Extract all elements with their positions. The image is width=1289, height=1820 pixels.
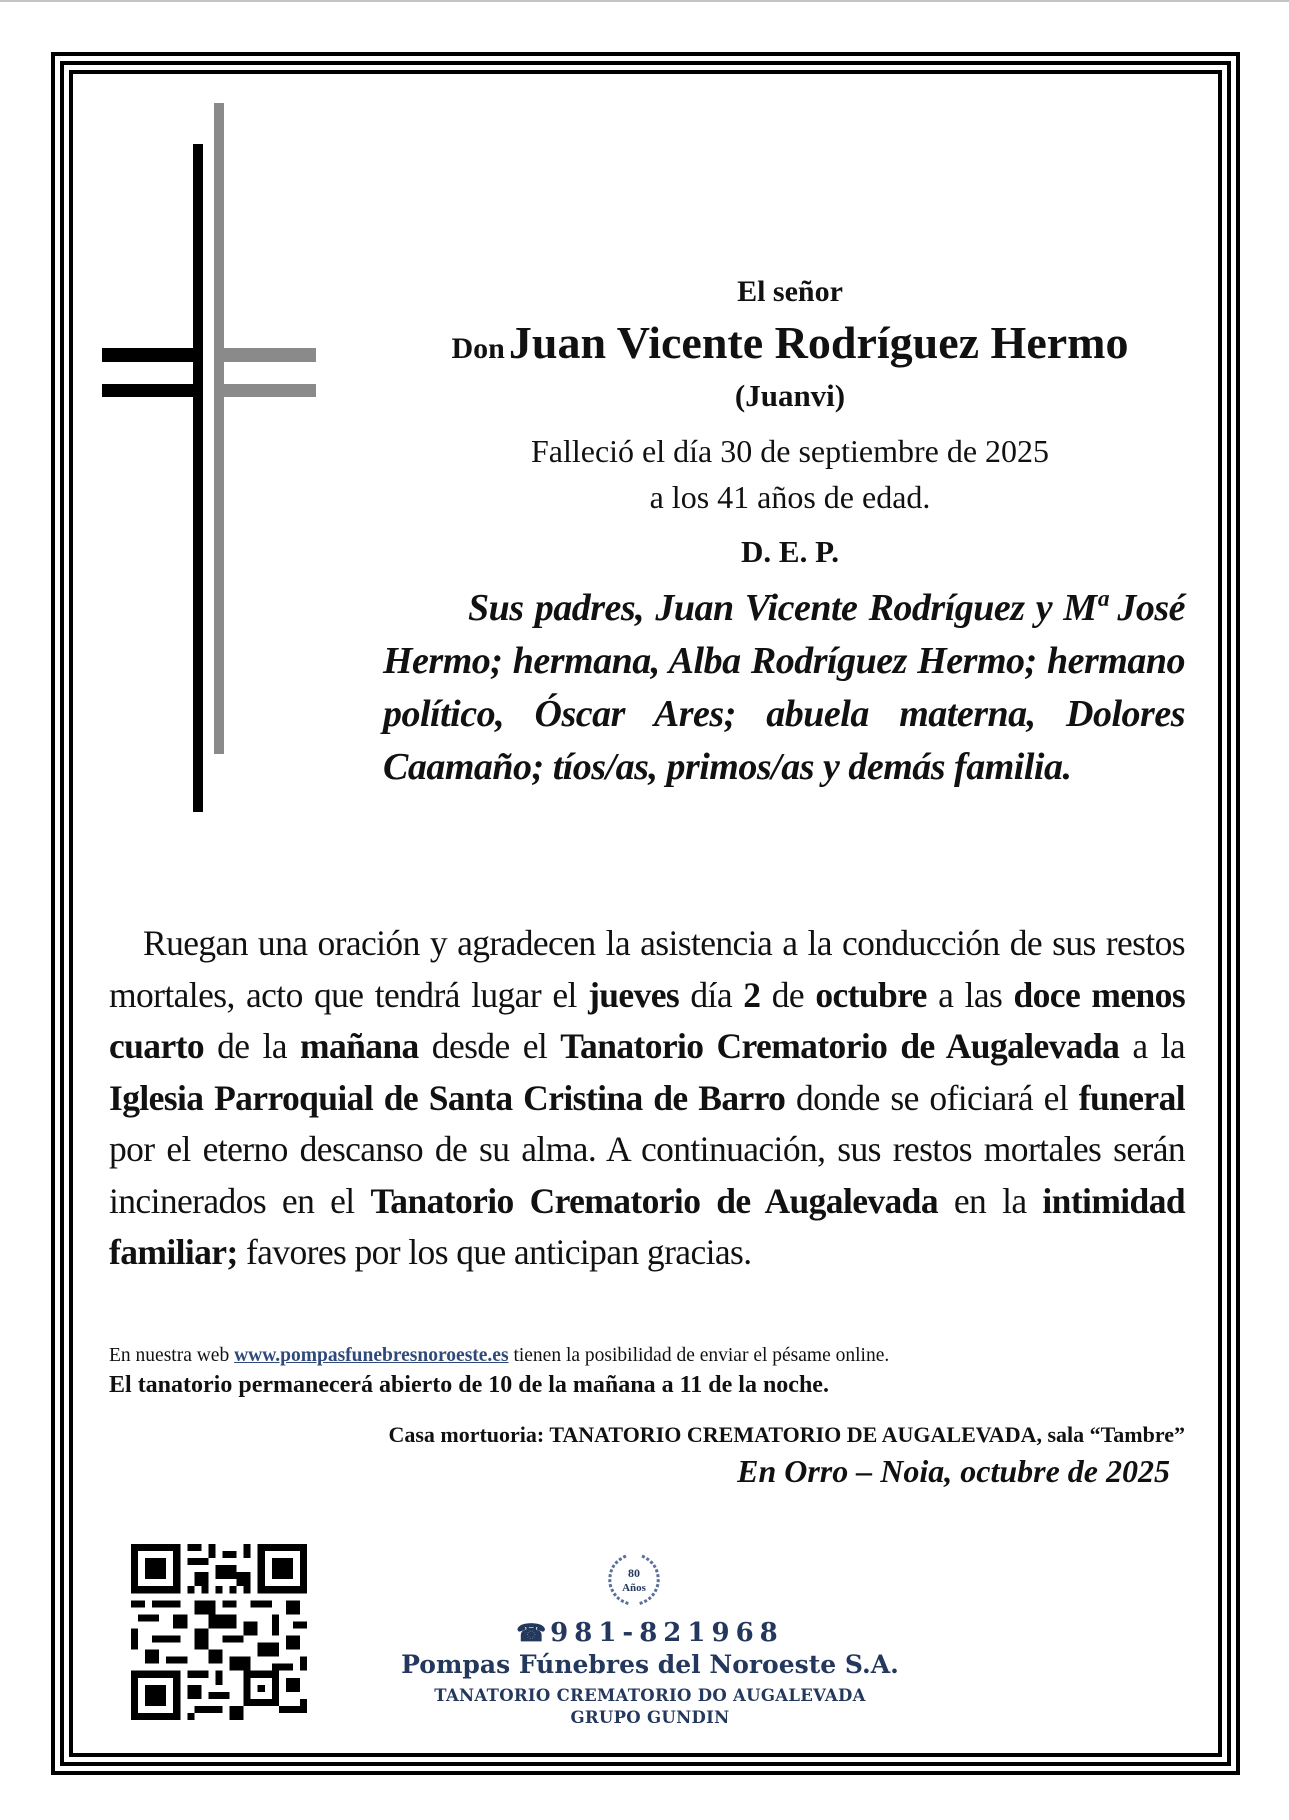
laurel-wreath-icon: [602, 1550, 666, 1610]
death-date: Falleció el día 30 de septiembre de 2025: [530, 433, 1050, 469]
text: tienen la posibilidad de enviar el pésame online.: [513, 1345, 890, 1366]
bold-date: 2: [743, 974, 761, 1015]
text: de la: [217, 1026, 287, 1066]
cross-black-arm-bottom: [102, 384, 203, 397]
bold-origin: Tanatorio Crematorio de Augalevada: [560, 1026, 1120, 1066]
deceased-name: [370, 312, 1210, 385]
bold-month: octubre: [815, 974, 927, 1015]
cross-black-vertical: [193, 144, 203, 812]
cross-gray-arm-bottom: [214, 384, 316, 397]
age: a los 41 años de edad.: [649, 479, 931, 515]
family-list: Sus padres, Juan Vicente Rodríguez y Mª José Hermo; hermana, Alba Rodríguez Hermo; hermano político, Óscar Ares; abuela materna, Dolores Caamaño; tíos/as, primos/as y demás familia.: [383, 587, 1185, 788]
phone-text: 981-821968: [550, 1618, 784, 1648]
text: El: [109, 1372, 132, 1398]
logo-number: 80: [628, 1566, 640, 1580]
text: día: [690, 974, 732, 1015]
text: de: [771, 974, 805, 1015]
phone-icon: ☎: [516, 1618, 547, 1647]
text: donde se oficiará el: [795, 1077, 1069, 1118]
bold-intimacy: intimidad familiar;: [109, 1180, 1185, 1272]
nickname: (Juanvi): [734, 378, 846, 413]
website-link[interactable]: www.pompasfunebresnoroeste.es: [234, 1345, 509, 1366]
text: En nuestra web: [109, 1345, 230, 1366]
company-group: GRUPO GUNDIN: [570, 1708, 730, 1727]
bold-day: jueves: [588, 974, 680, 1015]
top-divider: [0, 0, 1289, 2]
text: en la: [953, 1180, 1027, 1221]
cross-black-arm-top: [102, 348, 203, 362]
full-name: Juan Vicente Rodríguez Hermo: [508, 317, 1129, 368]
company-name: Pompas Fúnebres del Noroeste S.A.: [401, 1650, 899, 1679]
intro-text: El señor: [737, 275, 843, 308]
company-tanatorio: TANATORIO CREMATORIO DO AUGALEVADA: [434, 1686, 866, 1705]
phone-number[interactable]: [440, 1618, 860, 1648]
place-date: En Orro – Noia, octubre de 2025: [737, 1453, 1170, 1489]
text: por el eterno descanso de su alma. A continuación, sus restos mortales serán incinerados en el: [109, 1129, 1185, 1221]
text: a las: [938, 974, 1003, 1015]
bold-time: doce menos cuarto: [109, 974, 1186, 1066]
web-condolence-line: [109, 1343, 1209, 1369]
cross-gray-vertical: [214, 103, 224, 754]
qr-code[interactable]: [131, 1544, 307, 1720]
opening-hours: [109, 1370, 1209, 1400]
anniversary-logo: [602, 1550, 666, 1610]
bold-funeral: funeral: [1078, 1077, 1186, 1118]
title-prefix: Don: [451, 332, 505, 365]
bold-church: Iglesia Parroquial de Santa Cristina de Barro: [109, 1077, 786, 1118]
text: a la: [1132, 1026, 1186, 1066]
bold-crematorium: Tanatorio Crematorio de Augalevada: [370, 1180, 938, 1221]
text: favores por los que anticipan gracias.: [245, 1232, 752, 1272]
bold-morning: mañana: [299, 1026, 419, 1066]
text: desde el: [431, 1026, 548, 1066]
rip-text: D. E. P.: [741, 534, 839, 569]
ceremony-details: [109, 918, 1185, 1279]
funeral-home: Casa mortuoria: TANATORIO CREMATORIO DE AUGALEVADA, sala “Tambre”: [388, 1422, 1185, 1447]
cross-gray-arm-top: [214, 348, 316, 362]
text: Ruegan una oración y agradecen la asistencia a la conducción de sus restos mortales, acto que tendrá lugar el: [109, 923, 1185, 1015]
text: tanatorio permanecerá abierto de 10 de la mañana a 11 de la noche.: [137, 1372, 829, 1398]
logo-years: Años: [622, 1582, 646, 1594]
